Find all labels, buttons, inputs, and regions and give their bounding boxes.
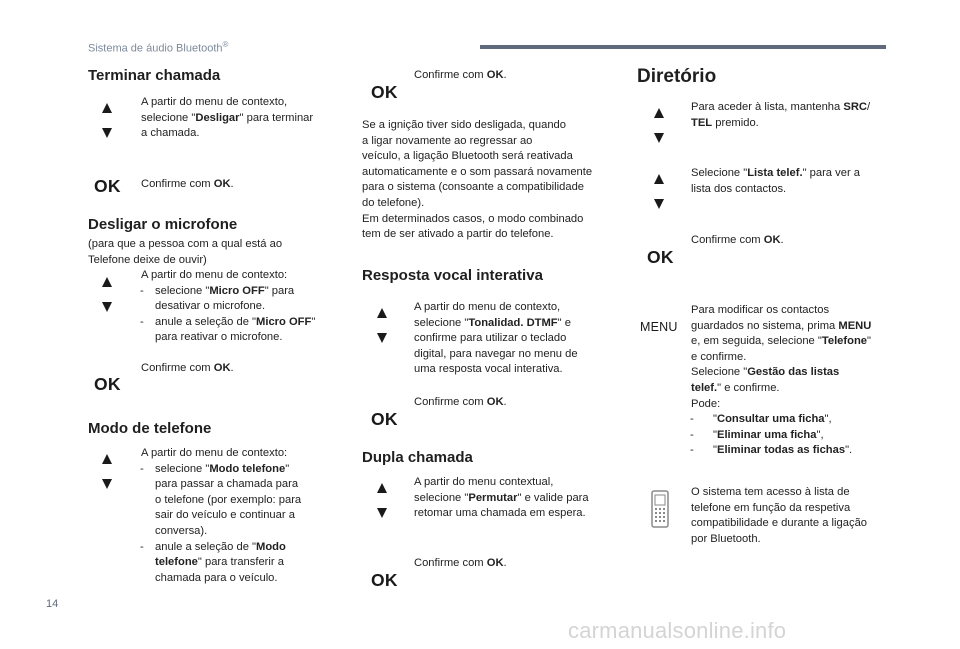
resposta-step-text: A partir do menu de contexto, selecione "Tonalidad. DTMF" e confirme para utilizar o teclado digital, para navegar no menu de uma resposta vocal interativa. (414, 301, 578, 376)
ok-button-icon: OK (371, 570, 398, 590)
diretorio-step2-text: Selecione "Lista telef." para ver a lista dos contactos. (691, 167, 861, 195)
up-down-arrows-icon (652, 106, 666, 146)
heading-resposta-vocal: Resposta vocal interativa (362, 267, 543, 284)
ok-button-icon: OK (94, 176, 121, 196)
page-number: 14 (46, 598, 59, 610)
header-divider-bar (480, 45, 886, 49)
diretorio-menu-text: Para modificar os contactos guardados no sistema, prima MENU e, em seguida, selecione "Telefone" e confirme. Selecione "Gestão das listas telef." e confirme. Pode: - "Consultar uma ficha", - "Eliminar uma ficha", - "Eliminar todas as fichas". (690, 304, 872, 457)
modo-step-text: A partir do menu de contexto: - selecione "Modo telefone" para passar a chamada para o telefone (por exemplo: para sair do veículo e continuar a conversa). - anule a seleção de "Modo telefone" para transferir a chamada para o veículo. (140, 447, 302, 584)
page-header-title: Sistema de áudio Bluetooth® (88, 40, 229, 55)
terminar-confirm-text: Confirme com OK. (141, 178, 234, 190)
up-down-arrows-icon (375, 481, 389, 521)
up-down-arrows-icon (652, 172, 666, 212)
terminar-step-text: A partir do menu de contexto, selecione "Desligar" para terminar a chamada. (141, 96, 314, 140)
mobile-phone-icon (649, 489, 671, 529)
ok-button-icon: OK (647, 247, 674, 267)
diretorio-phone-text: O sistema tem acesso à lista de telefone em função da respetiva compatibilidade e durante a ligação por Bluetooth. (691, 486, 868, 545)
heading-terminar-chamada: Terminar chamada (88, 67, 221, 84)
desligar-step-text: A partir do menu de contexto: - selecione "Micro OFF" para desativar o microfone. - anule a seleção de "Micro OFF" para reativar o microfone. (140, 269, 316, 344)
dupla-step-text: A partir do menu contextual, selecione "Permutar" e valide para retomar uma chamada em espera. (414, 476, 589, 520)
up-down-arrows-icon (100, 275, 114, 315)
diretorio-confirm-text: Confirme com OK. (691, 234, 784, 246)
desligar-intro-text: (para que a pessoa com a qual está ao Telefone deixe de ouvir) (88, 238, 283, 266)
diretorio-step1-text: Para aceder à lista, mantenha SRC/ TEL premido. (691, 101, 871, 129)
up-down-arrows-icon (375, 306, 389, 346)
heading-dupla-chamada: Dupla chamada (362, 449, 473, 466)
ok-button-icon: OK (94, 374, 121, 394)
ok-button-icon: OK (371, 409, 398, 429)
watermark-text: carmanualsonline.info (568, 618, 787, 643)
heading-diretorio: Diretório (637, 66, 717, 87)
dupla-confirm-text: Confirme com OK. (414, 557, 507, 569)
ok-button-icon: OK (371, 82, 398, 102)
top-confirm-text: Confirme com OK. (414, 69, 507, 81)
heading-modo-telefone: Modo de telefone (88, 420, 212, 437)
menu-button-icon: MENU (640, 320, 678, 334)
desligar-confirm-text: Confirme com OK. (141, 362, 234, 374)
resposta-confirm-text: Confirme com OK. (414, 396, 507, 408)
heading-desligar-microfone: Desligar o microfone (88, 216, 238, 233)
up-down-arrows-icon (100, 452, 114, 492)
up-down-arrows-icon (100, 101, 114, 141)
reconnect-paragraph: Se a ignição tiver sido desligada, quando a ligar novamente ao regressar ao veículo, a ligação Bluetooth será reativada automaticamente e o som passará novamente para o sistema (consoante a compatibilidade do telefone). Em determinados casos, o modo combinado tem de ser ativado a partir do telefone. (362, 119, 593, 241)
